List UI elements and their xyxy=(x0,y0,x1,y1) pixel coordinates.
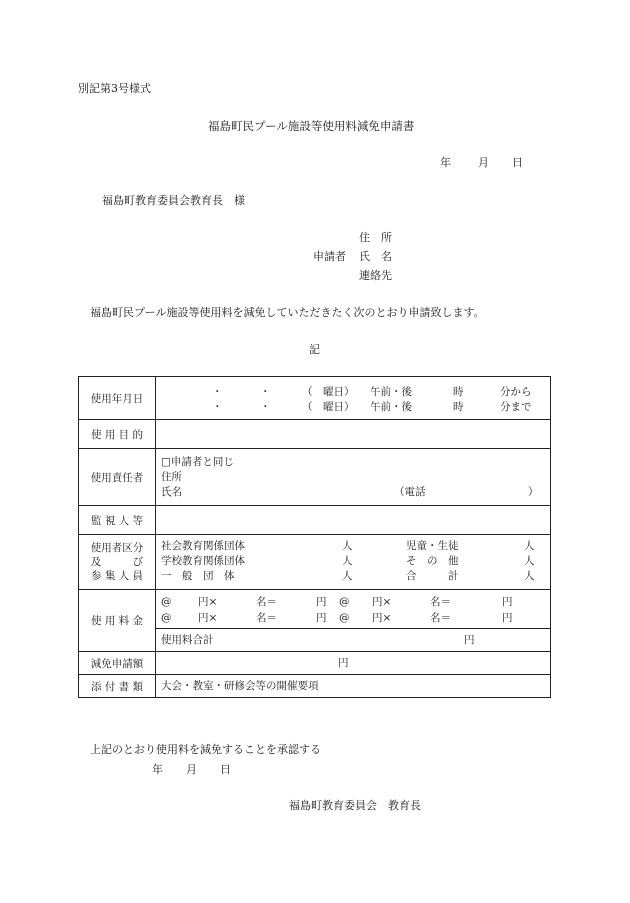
field-purpose[interactable] xyxy=(156,420,551,449)
yen-unit: 円 xyxy=(502,596,513,608)
application-table xyxy=(78,376,551,698)
hour-text: 時 xyxy=(453,401,464,413)
row-fee xyxy=(79,590,551,629)
ampm-text: 午前・後 xyxy=(370,401,412,413)
date-year: 年 xyxy=(440,156,451,169)
approval-year: 年 xyxy=(152,763,163,776)
row-use-date xyxy=(79,377,551,420)
weekday-text: （ 曜日） xyxy=(302,401,355,413)
date-dot: ・ xyxy=(212,401,223,413)
ki-heading: 記 xyxy=(309,343,320,356)
persons-equals: 名＝ xyxy=(256,596,277,608)
field-responsible[interactable] xyxy=(156,449,551,506)
yen-unit: 円 xyxy=(338,657,349,669)
row-responsible xyxy=(79,449,551,506)
category-school-education: 学校教育関係団体 xyxy=(161,555,245,567)
ampm-text: 午前・後 xyxy=(370,386,412,398)
request-text: 福島町民プール施設等使用料を減免していただきたく次のとおり申請致します。 xyxy=(90,306,485,319)
row-attachments xyxy=(79,675,551,698)
date-month: 月 xyxy=(478,156,489,169)
approval-signer: 福島町教育委員会 教育長 xyxy=(289,799,421,812)
minute-from-text: 分から xyxy=(500,386,532,398)
yen-unit: 円 xyxy=(502,612,513,624)
category-other: そ の 他 xyxy=(406,555,459,567)
document-title: 福島町民プール施設等使用料減免申請書 xyxy=(208,119,415,133)
label-users-line1: 使用者区分 xyxy=(90,542,144,554)
applicant-label: 申請者 xyxy=(313,250,346,263)
label-fee: 使 用 料 金 xyxy=(79,590,156,652)
same-as-applicant-checkbox[interactable]: □申請者と同じ xyxy=(161,456,234,468)
label-attachments: 添 付 書 類 xyxy=(79,675,156,698)
yen-unit: 円 xyxy=(316,596,327,608)
person-unit: 人 xyxy=(342,540,353,552)
applicant-address-label: 住 所 xyxy=(359,231,392,244)
date-dot: ・ xyxy=(260,386,271,398)
date-dot: ・ xyxy=(260,401,271,413)
person-unit: 人 xyxy=(342,555,353,567)
fee-total-label: 使用料合計 xyxy=(161,634,214,646)
field-fee-total[interactable] xyxy=(156,629,551,652)
date-dot: ・ xyxy=(212,386,223,398)
label-responsible: 使用責任者 xyxy=(79,449,156,506)
field-attachments[interactable] xyxy=(156,675,551,698)
responsible-address-label: 住所 xyxy=(161,471,182,483)
category-social-education: 社会教育関係団体 xyxy=(161,540,245,552)
addressee: 福島町教育委員会教育長 様 xyxy=(102,194,245,207)
label-users xyxy=(79,535,156,590)
yen-unit: 円 xyxy=(464,634,475,646)
phone-label: （電話 xyxy=(394,486,426,498)
approval-month: 月 xyxy=(186,763,197,776)
person-unit: 人 xyxy=(524,540,535,552)
unit-price-at: @ xyxy=(339,612,350,624)
persons-equals: 名＝ xyxy=(430,596,451,608)
yen-times: 円× xyxy=(372,596,392,608)
yen-times: 円× xyxy=(198,596,218,608)
applicant-name-label: 氏 名 xyxy=(359,250,392,263)
person-unit: 人 xyxy=(524,570,535,582)
field-fee-breakdown[interactable] xyxy=(156,590,551,629)
field-users[interactable] xyxy=(156,535,551,590)
applicant-contact-label: 連絡先 xyxy=(359,269,392,282)
field-reduction[interactable] xyxy=(156,652,551,675)
hour-text: 時 xyxy=(453,386,464,398)
field-supervisor[interactable] xyxy=(156,506,551,535)
label-users-line3: 参 集 人 員 xyxy=(90,570,143,582)
date-day: 日 xyxy=(512,156,523,169)
label-users-line2: 及 び xyxy=(90,556,144,568)
unit-price-at: @ xyxy=(161,612,172,624)
persons-equals: 名＝ xyxy=(256,612,277,624)
form-number: 別記第3号様式 xyxy=(78,82,151,95)
category-students: 児童・生徒 xyxy=(406,540,459,552)
row-users xyxy=(79,535,551,590)
label-supervisor: 監 視 人 等 xyxy=(79,506,156,535)
field-use-date[interactable] xyxy=(156,377,551,420)
person-unit: 人 xyxy=(524,555,535,567)
yen-unit: 円 xyxy=(316,612,327,624)
unit-price-at: @ xyxy=(161,596,172,608)
persons-equals: 名＝ xyxy=(430,612,451,624)
label-use-date: 使用年月日 xyxy=(79,377,156,420)
row-purpose xyxy=(79,420,551,449)
attachments-value: 大会・教室・研修会等の開催要項 xyxy=(161,680,319,692)
category-general: 一 般 団 体 xyxy=(161,570,235,582)
label-reduction: 減免申請額 xyxy=(79,652,156,675)
row-reduction xyxy=(79,652,551,675)
category-total: 合 計 xyxy=(406,570,459,582)
unit-price-at: @ xyxy=(339,596,350,608)
row-supervisor xyxy=(79,506,551,535)
yen-times: 円× xyxy=(198,612,218,624)
minute-to-text: 分まで xyxy=(500,401,532,413)
phone-close: ） xyxy=(528,486,539,498)
yen-times: 円× xyxy=(372,612,392,624)
weekday-text: （ 曜日） xyxy=(302,386,355,398)
person-unit: 人 xyxy=(342,570,353,582)
approval-text: 上記のとおり使用料を減免することを承認する xyxy=(90,743,321,756)
responsible-name-label: 氏名 xyxy=(161,486,182,498)
label-purpose: 使 用 目 的 xyxy=(79,420,156,449)
approval-day: 日 xyxy=(220,763,231,776)
